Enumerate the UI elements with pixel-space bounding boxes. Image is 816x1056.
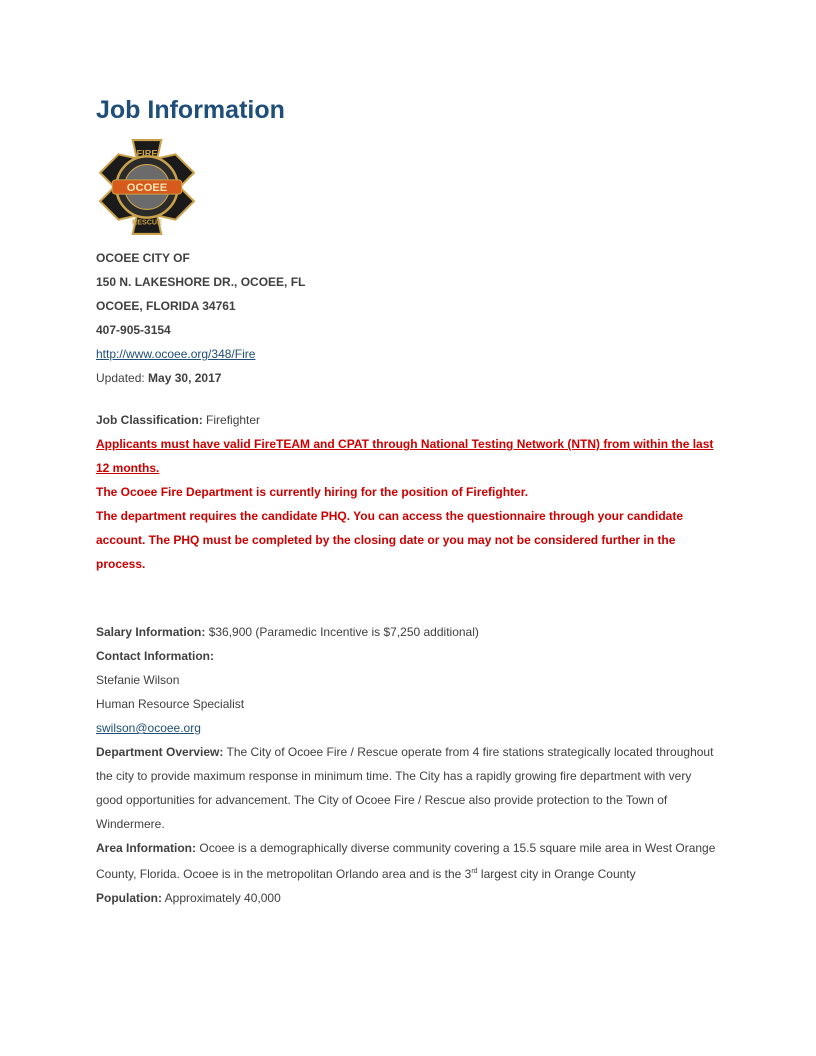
salary-value: $36,900 (Paramedic Incentive is $7,250 additional) <box>208 625 479 639</box>
page-title: Job Information <box>96 96 285 124</box>
area-information-label: Area Information: <box>96 841 197 855</box>
requirement-notice-line1: Applicants must have valid FireTEAM and CPAT through National Testing Network (NTN) from within the last <box>96 437 714 451</box>
employer-name: OCOEE CITY OF <box>96 251 190 265</box>
classification-value: Firefighter <box>206 413 261 427</box>
document-page <box>96 92 726 910</box>
employer-phone: 407-905-3154 <box>96 323 171 337</box>
salary-line <box>96 620 726 644</box>
updated-label: Updated: <box>96 371 145 385</box>
population-label: Population: <box>96 891 162 905</box>
phq-notice-line1: The department requires the candidate PHQ. You can access the questionnaire through your candidate <box>96 509 684 523</box>
classification-label: Job Classification: <box>96 413 203 427</box>
area-information-ordinal: rd <box>471 868 478 875</box>
department-overview-line2: the city to provide maximum response in minimum time. The City has a rapidly growing fire department with very <box>96 769 692 783</box>
hiring-notice: The Ocoee Fire Department is currently hiring for the position of Firefighter. <box>96 485 529 499</box>
fire-rescue-badge-icon <box>96 136 198 238</box>
contact-title: Human Resource Specialist <box>96 697 245 711</box>
svg-text:FIRE: FIRE <box>136 148 158 159</box>
area-information-line2 <box>96 860 726 886</box>
department-overview-text1: The City of Ocoee Fire / Rescue operate from 4 fire stations strategically located throughout <box>226 745 714 759</box>
population-value: Approximately 40,000 <box>164 891 281 905</box>
updated-date: May 30, 2017 <box>148 371 222 385</box>
salary-label: Salary Information: <box>96 625 206 639</box>
area-information-text2a: County, Florida. Ocoee is in the metropolitan Orlando area and is the 3 <box>96 867 472 881</box>
classification-line <box>96 408 726 432</box>
phq-notice-line2: account. The PHQ must be completed by the closing date or you may not be considered further in the <box>96 533 676 547</box>
population-line <box>96 886 726 910</box>
department-overview-line3: good opportunities for advancement. The City of Ocoee Fire / Rescue also provide protection to the Town of <box>96 793 668 807</box>
svg-text:OCOEE: OCOEE <box>126 182 168 195</box>
updated-line <box>96 366 726 390</box>
requirement-notice-line2: 12 months. <box>96 461 160 475</box>
area-information-line1 <box>96 836 726 860</box>
contact-label: Contact Information: <box>96 649 214 663</box>
employer-address-line2: OCOEE, FLORIDA 34761 <box>96 299 236 313</box>
contact-email-link[interactable]: swilson@ocoee.org <box>96 721 201 735</box>
employer-block <box>96 246 726 390</box>
svg-text:RESCUE: RESCUE <box>132 218 162 227</box>
department-overview-line4: Windermere. <box>96 817 165 831</box>
contact-name: Stefanie Wilson <box>96 673 180 687</box>
area-information-text1: Ocoee is a demographically diverse community covering a 15.5 square mile area in West Orange <box>199 841 716 855</box>
phq-notice-line3: process. <box>96 557 146 571</box>
employer-address-line1: 150 N. LAKESHORE DR., OCOEE, FL <box>96 275 306 289</box>
department-overview-label: Department Overview: <box>96 745 224 759</box>
area-information-text2b: largest city in Orange County <box>477 867 636 881</box>
department-overview-line1 <box>96 740 726 764</box>
employer-website-link[interactable]: http://www.ocoee.org/348/Fire <box>96 347 256 361</box>
